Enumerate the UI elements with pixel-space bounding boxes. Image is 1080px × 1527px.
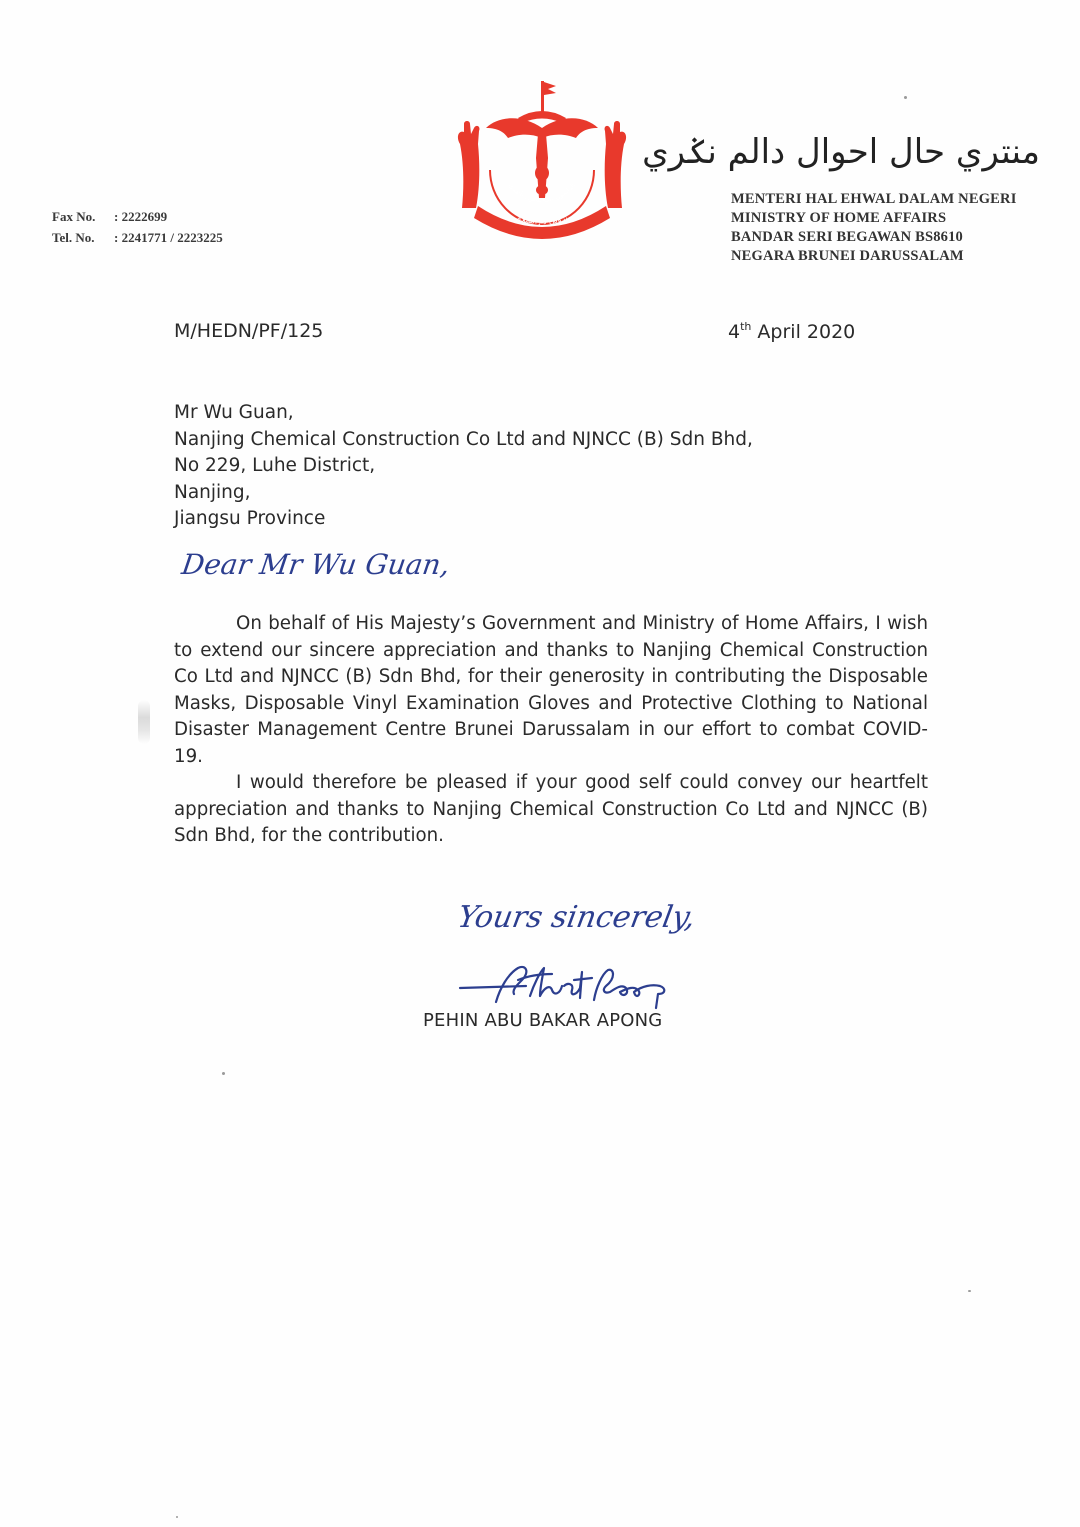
date-day: 4 (728, 321, 741, 343)
reference-number: M/HEDN/PF/125 (174, 320, 324, 342)
recipient-name: Mr Wu Guan, (174, 402, 294, 423)
recipient-province: Jiangsu Province (174, 508, 326, 529)
ministry-line: BANDAR SERI BEGAWAN BS8610 (731, 229, 964, 245)
tel-number: : 2241771 / 2223225 (114, 230, 223, 245)
body-paragraph: I would therefore be pleased if your good self could convey our heartfelt appreciation and thanks to Nanjing Chemical Construction Co Ltd and NJNCC (B) Sdn Bhd, for the contribution. (174, 772, 928, 846)
fax-label: Fax No. (52, 209, 96, 224)
ministry-line: NEGARA BRUNEI DARUSSALAM (731, 248, 964, 264)
ministry-line: MINISTRY OF HOME AFFAIRS (731, 210, 947, 226)
scan-speck (968, 1290, 971, 1292)
brunei-crest-emblem (452, 78, 632, 248)
recipient-address (174, 400, 753, 533)
signatory-name: PEHIN ABU BAKAR APONG (423, 1010, 663, 1031)
handwritten-salutation: Dear Mr Wu Guan, (179, 548, 452, 581)
scan-speck (904, 96, 907, 99)
scan-smudge (138, 700, 150, 744)
recipient-company: Nanjing Chemical Construction Co Ltd and NJNCC (B) Sdn Bhd, (174, 428, 753, 450)
date-suffix: th (740, 320, 752, 333)
fax-number: : 2222699 (114, 209, 168, 224)
scan-speck (222, 1072, 225, 1075)
ministry-address-block (731, 190, 1017, 266)
ministry-line: MENTERI HAL EHWAL DALAM NEGERI (731, 191, 1017, 207)
letter-date (728, 320, 855, 343)
fax-row (52, 206, 223, 227)
recipient-street: No 229, Luhe District, (174, 455, 376, 476)
contact-block (52, 206, 223, 248)
tel-label: Tel. No. (52, 230, 95, 245)
body-paragraph: On behalf of His Majesty’s Government and Ministry of Home Affairs, I wish to extend our sincere appreciation and thanks to Nanjing Chemical Construction Co Ltd and NJNCC (B) Sdn Bhd, for their generosity in contributing the Disposable Masks, Disposable Vinyl Examination Gloves and Protective Clothing to National Disaster Management Centre Brunei Darussalam in our effort to combat COVID-19. (174, 613, 928, 767)
signature-image (456, 958, 692, 1012)
crest-base-text: بروني دارالسلام (515, 212, 569, 227)
scan-speck (176, 1516, 178, 1518)
crest-banner-text: الدائمون المحسنون بالهدى (506, 181, 578, 205)
recipient-city: Nanjing, (174, 481, 251, 503)
arabic-ministry-title: منتري حال احوال دالم نݢري (642, 132, 1040, 172)
handwritten-closing: Yours sincerely, (454, 900, 699, 935)
tel-row (52, 227, 223, 248)
date-month-year: April 2020 (751, 321, 856, 343)
